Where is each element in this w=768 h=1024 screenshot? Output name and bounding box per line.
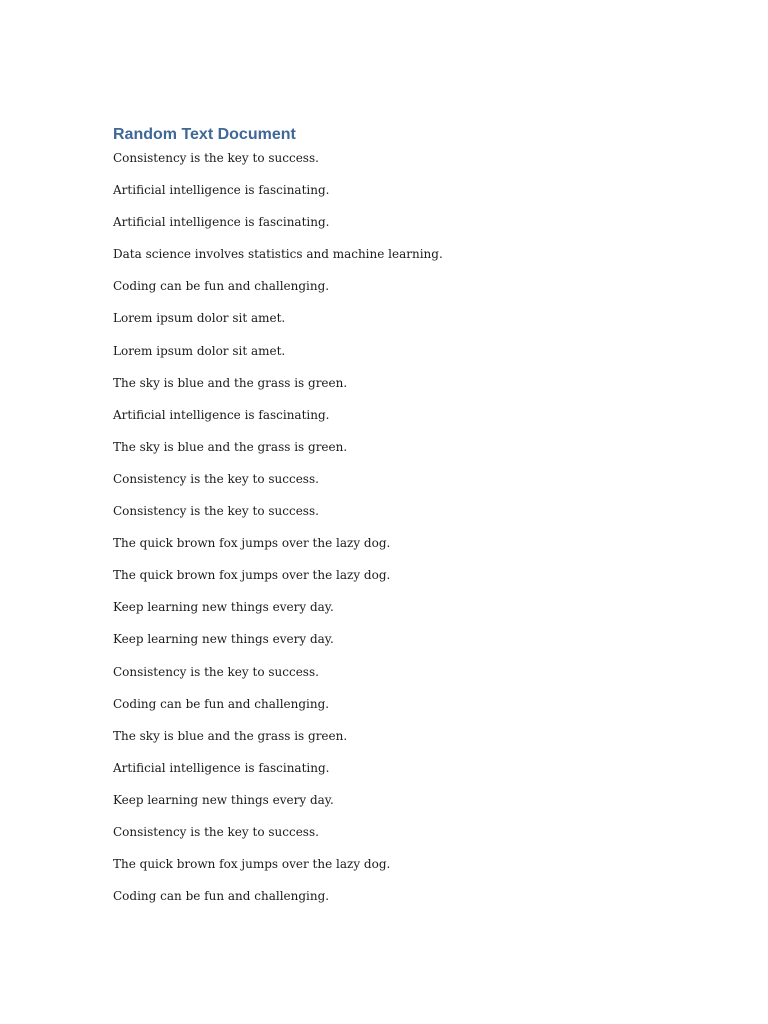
paragraph: The sky is blue and the grass is green. [113,439,348,454]
paragraph: Consistency is the key to success. [113,664,319,679]
paragraph: Coding can be fun and challenging. [113,696,330,711]
paragraph: The sky is blue and the grass is green. [113,375,348,390]
paragraph: Artificial intelligence is fascinating. [113,760,330,775]
paragraph: Artificial intelligence is fascinating. [113,183,330,198]
paragraph: Coding can be fun and challenging. [113,889,330,904]
paragraph: Data science involves statistics and machine learning. [113,247,443,262]
paragraph-list [113,147,673,917]
paragraph: Consistency is the key to success. [113,471,319,486]
paragraph: Lorem ipsum dolor sit amet. [113,311,286,326]
paragraph: The quick brown fox jumps over the lazy dog. [113,857,391,872]
document-title: Random Text Document [113,126,296,143]
paragraph: Artificial intelligence is fascinating. [113,407,330,422]
paragraph: Consistency is the key to success. [113,504,319,519]
paragraph: Keep learning new things every day. [113,632,334,647]
paragraph: Artificial intelligence is fascinating. [113,215,330,230]
paragraph: The quick brown fox jumps over the lazy dog. [113,568,391,583]
paragraph: Keep learning new things every day. [113,600,334,615]
paragraph: Lorem ipsum dolor sit amet. [113,343,286,358]
paragraph: Keep learning new things every day. [113,792,334,807]
document-body [113,125,673,917]
paragraph: Coding can be fun and challenging. [113,279,330,294]
paragraph: The quick brown fox jumps over the lazy dog. [113,536,391,551]
paragraph: Consistency is the key to success. [113,824,319,839]
paragraph: Consistency is the key to success. [113,151,319,165]
paragraph: The sky is blue and the grass is green. [113,728,348,743]
